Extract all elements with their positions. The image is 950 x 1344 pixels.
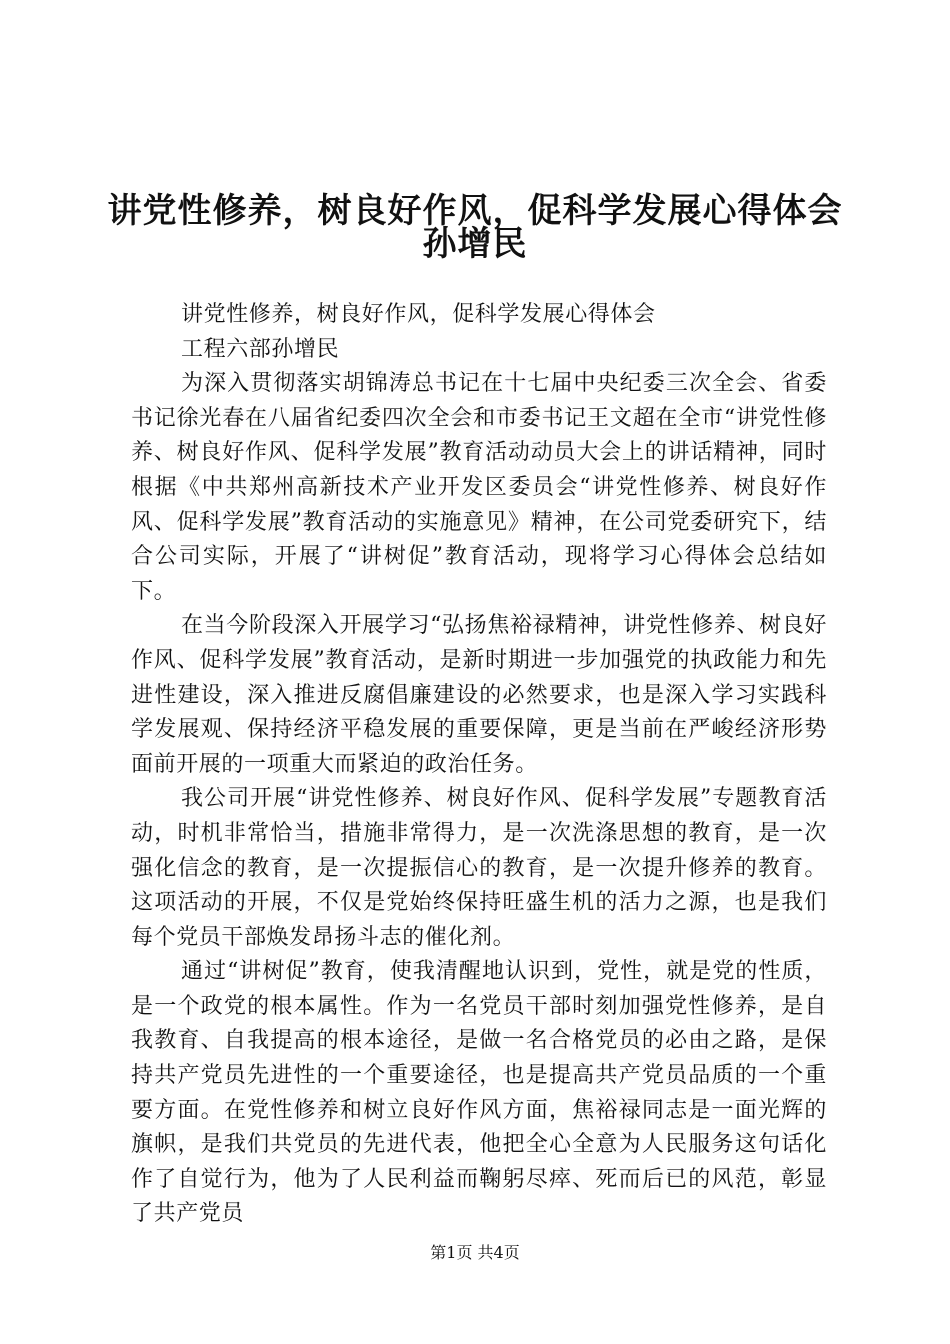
page-footer: 第1页 共4页 — [430, 1243, 520, 1262]
paragraph-subtitle: 讲党性修养，树良好作风，促科学发展心得体会 — [181, 302, 656, 327]
paragraph-party-spirit: 通过“讲树促”教育，使我清醒地认识到，党性，就是党的性质，是一个政党的根本属性。作为一名党员干部时刻加强党性修养，是自我教育、自我提高的根本途径，是做一名合格党员的必由之路，是保持共产党员先进性的一个重要途径，也是提高共产党员品质的一个重要方面。在党性修养和树立良好作风方面，焦裕禄同志是一面光辉的旗帜，是我们共党员的先进代表，他把全心全意为人民服务这句话化作了自觉行为，他为了人民利益而鞠躬尽瘁、死而后已的风范，彰显了共产党员 — [131, 959, 827, 1227]
document-body — [131, 298, 827, 1232]
paragraph-intro: 为深入贯彻落实胡锦涛总书记在十七届中央纪委三次全会、省委书记徐光春在八届省纪委四次全会和市委书记王文超在全市“讲党性修养、树良好作风、促科学发展”教育活动动员大会上的讲话精神，同时根据《中共郑州高新技术产业开发区委员会“讲党性修养、树良好作风、促科学发展”教育活动的实施意见》精神，在公司党委研究下，结合公司实际，开展了“讲树促”教育活动，现将学习心得体会总结如下。 — [131, 371, 827, 604]
document-title-line1: 讲党性修养，树良好作风，促科学发展心得体会 — [107, 191, 843, 231]
paragraph-author: 工程六部孙增民 — [181, 336, 340, 362]
document-title-line2: 孙增民 — [422, 224, 528, 264]
paragraph-company-activity: 我公司开展“讲党性修养、树良好作风、促科学发展”专题教育活动，时机非常恰当，措施非常得力，是一次洗涤思想的教育，是一次强化信念的教育，是一次提振信心的教育，是一次提升修养的教育。这项活动的开展，不仅是党始终保持旺盛生机的活力之源，也是我们每个党员干部焕发昂扬斗志的催化剂。 — [131, 786, 827, 950]
paragraph-significance: 在当今阶段深入开展学习“弘扬焦裕禄精神，讲党性修养、树良好作风、促科学发展”教育活动，是新时期进一步加强党的执政能力和先进性建设，深入推进反腐倡廉建设的必然要求，也是深入学习实践科学发展观、保持经济平稳发展的重要保障，更是当前在严峻经济形势面前开展的一项重大而紧迫的政治任务。 — [131, 613, 827, 777]
